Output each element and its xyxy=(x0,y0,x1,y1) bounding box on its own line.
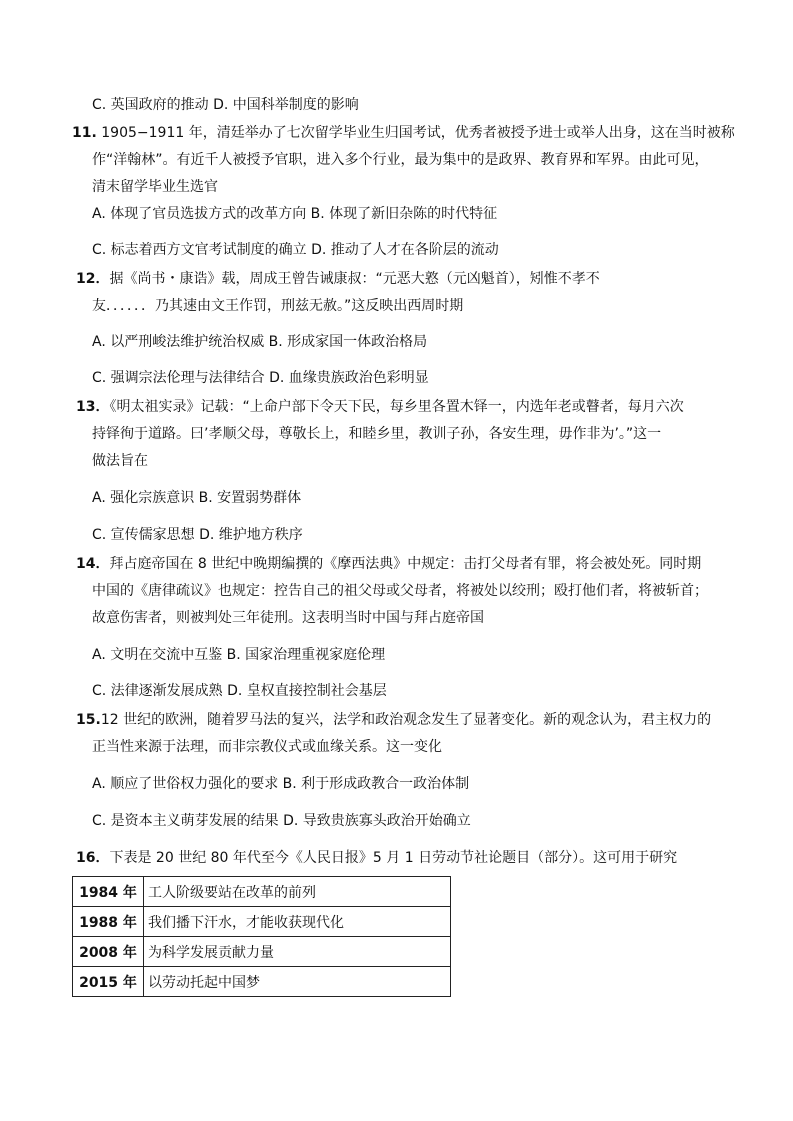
q11-number: 11. xyxy=(72,125,97,141)
q13-number: 13． xyxy=(76,399,110,415)
q11-options-cd: C. 标志着西方文官考试制度的确立 D. 推动了人才在各阶层的流动 xyxy=(92,242,499,258)
table-cell-title: 以劳动托起中国梦 xyxy=(144,967,451,997)
editorial-table xyxy=(72,876,451,997)
q11-options-ab: A. 体现了官员选拔方式的改革方向 B. 体现了新旧杂陈的时代特征 xyxy=(92,206,498,222)
q13-line-1 xyxy=(76,398,684,416)
q12-line-1 xyxy=(76,270,600,288)
table-cell-title: 为科学发展贡献力量 xyxy=(144,937,451,967)
table-row xyxy=(73,937,451,967)
q12-options-cd: C. 强调宗法伦理与法律结合 D. 血缘贵族政治色彩明显 xyxy=(92,370,429,386)
q15-options-cd: C. 是资本主义萌芽发展的结果 D. 导致贵族寡头政治开始确立 xyxy=(92,813,471,829)
q13-line-2: 持铎徇于道路。曰’孝顺父母，尊敬长上，和睦乡里，教训子孙，各安生理，毋作非为’。”这一 xyxy=(92,426,662,442)
q14-number: 14． xyxy=(76,556,110,572)
q12-text-1: 据《尚书・康诰》载，周成王曾告诫康叔：“元恶大憝（元凶魁首），矧惟不孝不 xyxy=(109,271,600,287)
table-cell-year: 1984 年 xyxy=(73,877,144,907)
table-cell-title: 工人阶级要站在改革的前列 xyxy=(144,877,451,907)
q14-options-cd: C. 法律逐渐发展成熟 D. 皇权直接控制社会基层 xyxy=(92,683,387,699)
q11-line-3: 清末留学毕业生选官 xyxy=(92,179,218,195)
q15-line-1 xyxy=(76,711,711,729)
q12-options-ab: A. 以严刑峻法维护统治权威 B. 形成家国一体政治格局 xyxy=(92,334,428,350)
q13-options-cd: C. 宣传儒家思想 D. 维护地方秩序 xyxy=(92,527,303,543)
q14-line-1 xyxy=(76,555,701,573)
q14-line-3: 故意伤害者，则被判处三年徒刑。这表明当时中国与拜占庭帝国 xyxy=(92,610,484,626)
q10-options-cd: C. 英国政府的推动 D. 中国科举制度的影响 xyxy=(92,97,359,113)
q13-line-3: 做法旨在 xyxy=(92,453,148,469)
q15-line-2: 正当性来源于法理，而非宗教仪式或血缘关系。这一变化 xyxy=(92,739,442,755)
q12-line-2: 友．．．．．．乃其速由文王作罚，刑兹无赦。”这反映出西周时期 xyxy=(92,298,464,314)
q16-line-1 xyxy=(76,849,677,867)
table-row xyxy=(73,907,451,937)
q11-text-1: 1905−1911 年，清廷举办了七次留学毕业生归国考试，优秀者被授予进士或举人出身，这在当时被称 xyxy=(101,125,735,141)
q14-line-2: 中国的《唐律疏议》也规定：控告自己的祖父母或父母者，将被处以绞刑；殴打他们者，将被斩首； xyxy=(92,583,708,599)
q15-number: 15. xyxy=(76,712,101,728)
q11-line-2: 作“洋翰林”。有近千人被授予官职，进入多个行业，最为集中的是政界、教育界和军界。由此可见， xyxy=(92,152,709,168)
q11-line-1 xyxy=(72,124,735,142)
table-cell-year: 2008 年 xyxy=(73,937,144,967)
q15-text-1: 12 世纪的欧洲，随着罗马法的复兴，法学和政治观念发生了显著变化。新的观念认为，君主权力的 xyxy=(100,712,712,728)
q16-number: 16． xyxy=(76,850,110,866)
q12-number: 12． xyxy=(76,271,110,287)
table-cell-title: 我们播下汗水，才能收获现代化 xyxy=(144,907,451,937)
q14-text-1: 拜占庭帝国在 8 世纪中晚期编撰的《摩西法典》中规定：击打父母者有罪，将会被处死。同时期 xyxy=(109,556,702,572)
q15-options-ab: A. 顺应了世俗权力强化的要求 B. 利于形成政教合一政治体制 xyxy=(92,776,470,792)
table-row xyxy=(73,877,451,907)
table-cell-year: 1988 年 xyxy=(73,907,144,937)
table-row xyxy=(73,967,451,997)
q16-text-1: 下表是 20 世纪 80 年代至今《人民日报》5 月 1 日劳动节社论题目（部分）。这可用于研究 xyxy=(109,850,678,866)
q13-text-1: 《明太祖实录》记载：“上命户部下令天下民，每乡里各置木铎一，内选年老或瞽者，每月六次 xyxy=(109,399,684,415)
q14-options-ab: A. 文明在交流中互鉴 B. 国家治理重视家庭伦理 xyxy=(92,647,386,663)
q13-options-ab: A. 强化宗族意识 B. 安置弱势群体 xyxy=(92,490,302,506)
table-cell-year: 2015 年 xyxy=(73,967,144,997)
